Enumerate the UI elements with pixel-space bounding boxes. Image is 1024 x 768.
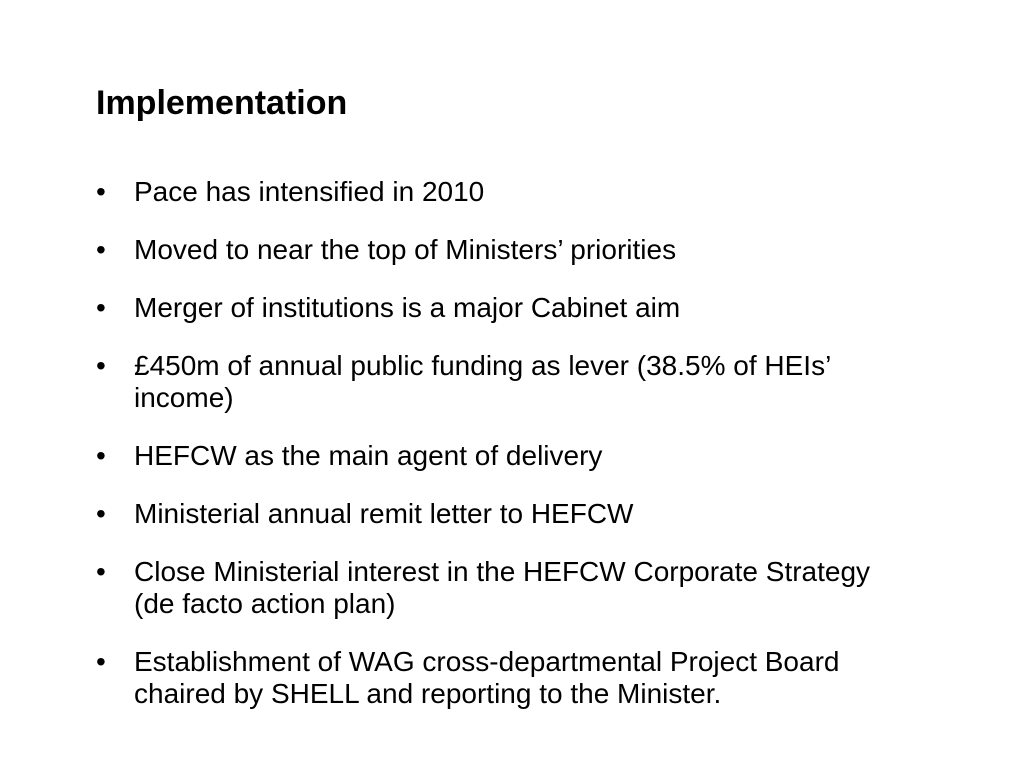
bullet-text: Establishment of WAG cross-departmental Project Board chaired by SHELL and reporting to the Minister. (134, 646, 840, 709)
bullet-text: Moved to near the top of Ministers’ priorities (134, 234, 677, 265)
bullet-item (96, 498, 916, 530)
bullet-text: Close Ministerial interest in the HEFCW Corporate Strategy (de facto action plan) (134, 556, 871, 619)
bullet-item (96, 234, 916, 266)
bullet-item (96, 292, 916, 324)
bullet-item (96, 176, 916, 208)
bullet-item (96, 646, 916, 710)
bullet-icon: • (96, 440, 106, 471)
bullet-item (96, 350, 916, 414)
bullet-icon: • (96, 234, 106, 265)
bullet-text: HEFCW as the main agent of delivery (134, 440, 603, 471)
bullet-icon: • (96, 556, 106, 587)
bullet-list (96, 176, 916, 710)
bullet-icon: • (96, 176, 106, 207)
slide-title: Implementation (96, 84, 348, 122)
bullet-text: Merger of institutions is a major Cabinet aim (134, 292, 681, 323)
bullet-icon: • (96, 498, 106, 529)
bullet-text: Ministerial annual remit letter to HEFCW (134, 498, 634, 529)
bullet-icon: • (96, 292, 106, 323)
bullet-text: £450m of annual public funding as lever (38.5% of HEIs’ income) (134, 350, 831, 413)
bullet-icon: • (96, 646, 106, 677)
bullet-item (96, 440, 916, 472)
bullet-icon: • (96, 350, 106, 381)
bullet-text: Pace has intensified in 2010 (134, 176, 485, 207)
bullet-item (96, 556, 916, 620)
